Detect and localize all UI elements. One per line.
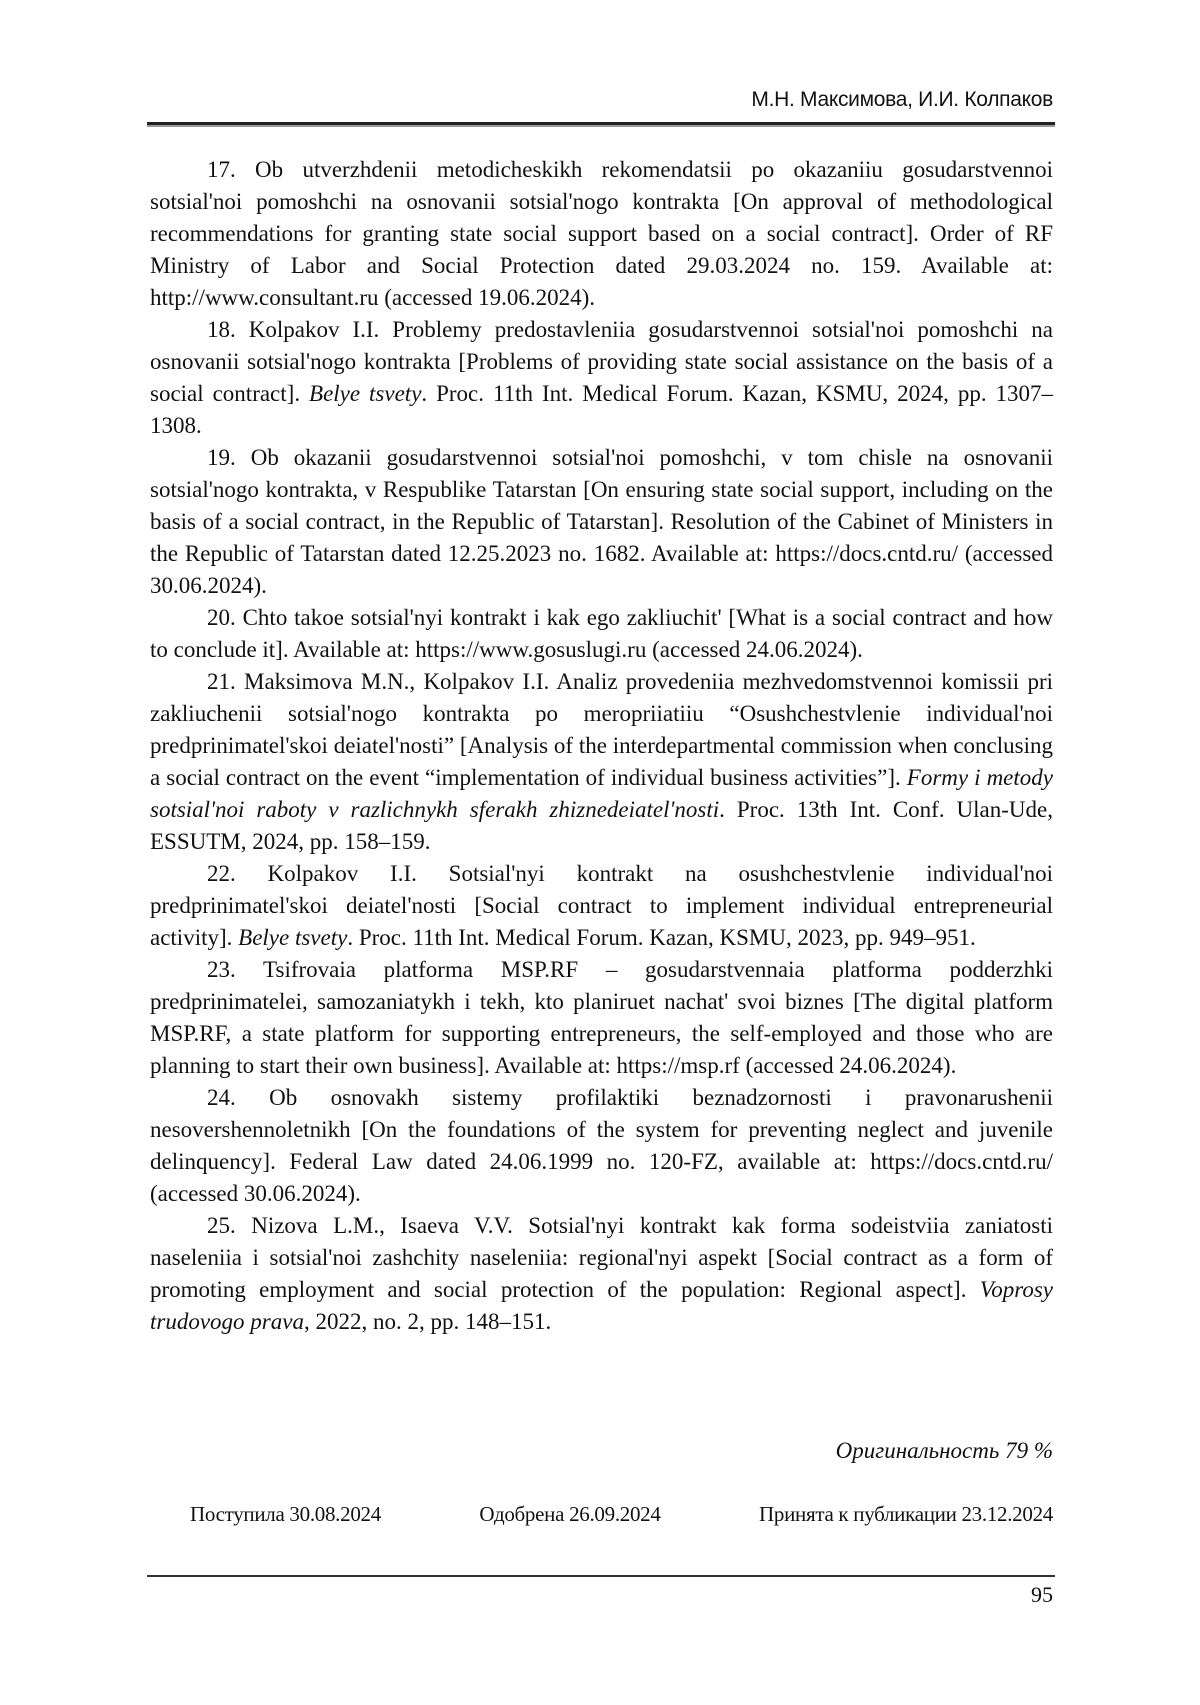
- running-header: М.Н. Максимова, И.И. Колпаков: [751, 88, 1053, 111]
- reference-text: , 2022, no. 2, pp. 148–151.: [303, 1309, 552, 1334]
- reference-item: [150, 154, 1053, 314]
- reference-item: [150, 858, 1053, 954]
- reference-number: 21.: [207, 669, 236, 694]
- reference-text: Maksimova M.N., Kolpakov I.I. Analiz provedeniia mezhvedomstvennoi komissii pri zakliuchenii sotsial'nogo kontrakta po meropriiatiiu “Osushchestvlenie individual'noi predprinimatel'skoi deiatel'nosti” [Analysis of the interdepartmental commission when conclusing a social contract on the event “implementation of individual business activities”].: [150, 669, 1053, 790]
- reference-item: [150, 602, 1053, 666]
- reference-number: 22.: [207, 861, 236, 886]
- reference-text: Chto takoe sotsial'nyi kontrakt i kak ego zakliuchit' [What is a social contract and how to conclude it]. Available at: https://www.gosuslugi.ru (accessed 24.06.2024).: [150, 605, 1054, 662]
- header-rule: [147, 122, 1055, 127]
- reference-number: 24.: [207, 1085, 236, 1110]
- reference-text: Kolpakov I.I. Problemy predostavleniia gosudarstvennoi sotsial'noi pomoshchi na osnovanii sotsial'nogo kontrakta [Problems of providing state social assistance on the basis of a social contract].: [150, 317, 1053, 406]
- reference-text: . Proc. 11th Int. Medical Forum. Kazan, KSMU, 2023, pp. 949–951.: [347, 925, 976, 950]
- publication-dates: [190, 1502, 1053, 1527]
- reference-text: Ob osnovakh sistemy profilaktiki beznadzornosti i pravonarushenii nesovershennoletnikh [On the foundations of the system for preventing neglect and juvenile delinquency]. Federal Law dated 24.06.1999 no. 120-FZ, available at: https://docs.cntd.ru/ (accessed 30.06.2024).: [150, 1085, 1054, 1206]
- reference-item: [150, 442, 1053, 602]
- reference-item: [150, 314, 1053, 442]
- reference-number: 20.: [207, 605, 236, 630]
- reference-item: [150, 1210, 1053, 1338]
- footer-rule: [147, 1575, 1055, 1577]
- reference-list: [150, 154, 1053, 1338]
- reference-number: 25.: [207, 1213, 236, 1238]
- reference-text: Ob okazanii gosudarstvennoi sotsial'noi pomoshchi, v tom chisle na osnovanii sotsial'nogo kontrakta, v Respublike Tatarstan [On ensuring state social support, including on the basis of a social contract, in the Republic of Tatarstan]. Resolution of the Cabinet of Ministers in the Republic of Tatarstan dated 12.25.2023 no. 1682. Available at: https://docs.cntd.ru/ (accessed 30.06.2024).: [150, 445, 1054, 598]
- reference-source-title: Belye tsvety: [238, 925, 348, 950]
- reference-text: . Proc. 13th Int. Conf. Ulan-Ude, ESSUTM, 2024, pp. 158–159.: [150, 797, 1053, 854]
- reference-text: Ob utverzhdenii metodicheskikh rekomendatsii po okazaniiu gosudarstvennoi sotsial'noi pomoshchi na osnovanii sotsial'nogo kontrakta [On approval of methodological recommendations for granting state social support based on a social contract]. Order of RF Ministry of Labor and Social Protection dated 29.03.2024 no. 159. Available at: http://www.consultant.ru (accessed 19.06.2024).: [150, 157, 1053, 310]
- page-number: 95: [1031, 1582, 1053, 1607]
- reference-text: . Proc. 11th Int. Medical Forum. Kazan, KSMU, 2024, pp. 1307–1308.: [150, 381, 1054, 438]
- reference-text: Kolpakov I.I. Sotsial'nyi kontrakt na osushchestvlenie individual'noi predprinimatel'skoi deiatel'nosti [Social contract to implement individual entrepreneurial activity].: [150, 861, 1053, 950]
- reference-item: [150, 954, 1053, 1082]
- approved-date: Одобрена 26.09.2024: [479, 1502, 661, 1526]
- reference-number: 19.: [207, 445, 236, 470]
- reference-source-title: Voprosy trudovogo prava: [150, 1277, 1053, 1334]
- reference-item: [150, 666, 1053, 858]
- accepted-date: Принята к публикации 23.12.2024: [759, 1502, 1053, 1526]
- reference-item: [150, 1082, 1053, 1210]
- reference-source-title: Formy i metody sotsial'noi raboty v razlichnykh sferakh zhiznedeiatel'nosti: [150, 765, 1053, 822]
- received-date: Поступила 30.08.2024: [190, 1502, 381, 1526]
- reference-text: Nizova L.M., Isaeva V.V. Sotsial'nyi kontrakt kak forma sodeistviia zaniatosti naseleniia i sotsial'noi zashchity naseleniia: regional'nyi aspekt [Social contract as a form of promoting employment and social protection of the population: Regional aspect].: [150, 1213, 1053, 1302]
- reference-number: 17.: [207, 157, 236, 182]
- originality-note: Оригинальность 79 %: [835, 1438, 1053, 1463]
- reference-text: Tsifrovaia platforma MSP.RF – gosudarstvennaia platforma podderzhki predprinimatelei, samozaniatykh i tekh, kto planiruet nachat' svoi biznes [The digital platform MSP.RF, a state platform for supporting entrepreneurs, the self-employed and those who are planning to start their own business]. Available at: https://msp.rf (accessed 24.06.2024).: [150, 957, 1053, 1078]
- reference-number: 18.: [207, 317, 236, 342]
- reference-number: 23.: [207, 957, 236, 982]
- reference-source-title: Belye tsvety: [309, 381, 422, 406]
